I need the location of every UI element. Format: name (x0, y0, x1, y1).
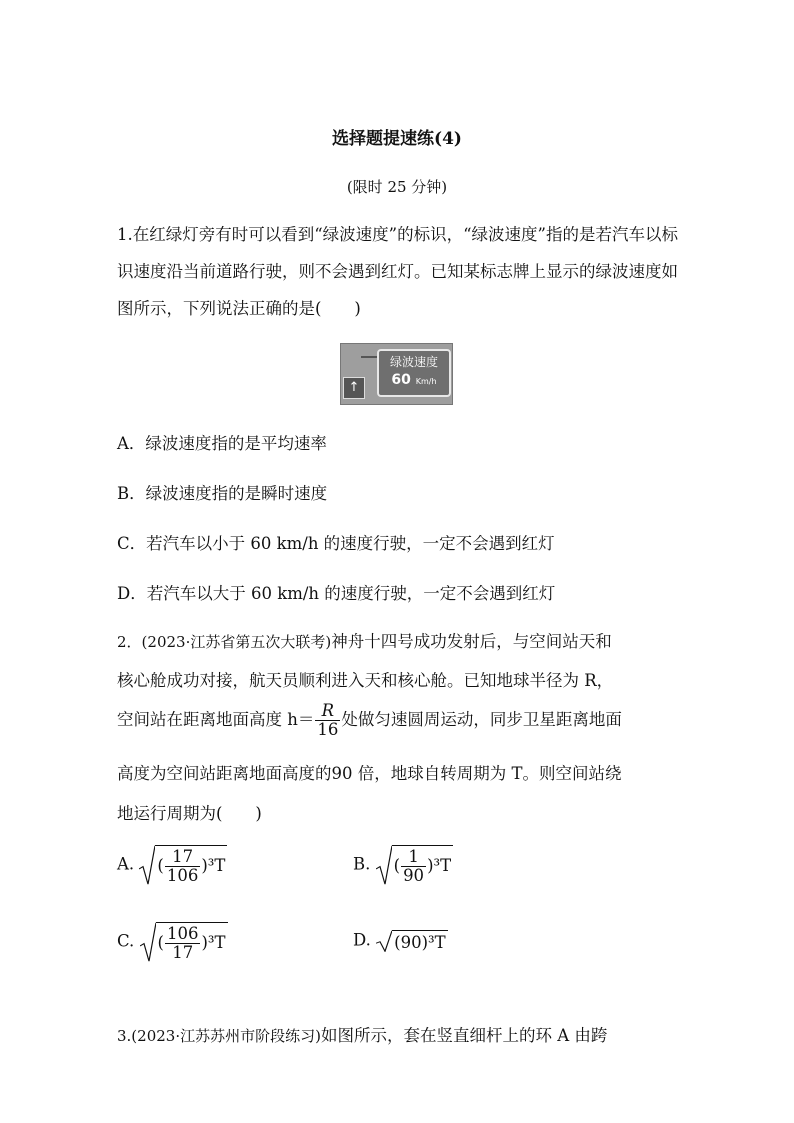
question-2-line-3: 空间站在距离地面高度 h＝ $\frac{R}{16}$ 处做匀速圆周运动，同步卫星距离地面 (117, 701, 622, 739)
page-title: 选择题提速练(4) (332, 129, 462, 149)
question-1-stem: 1.在红绿灯旁有时可以看到“绿波速度”的标识，“绿波速度”指的是若汽车以标识速度沿当前道路行驶，则不会遇到红灯。已知某标志牌上显示的绿波速度如图所示，下列说法正确的是( ) (117, 225, 678, 318)
q2-source: 2．(2023·江苏省第五次大联考) (117, 633, 332, 651)
question-2-line-1: 2．(2023·江苏省第五次大联考)神舟十四号成功发射后，与空间站天和 (117, 632, 612, 651)
sign-label: 绿波速度 (389, 355, 438, 369)
time-limit: (限时 25 分钟) (346, 178, 448, 196)
q1-option-b: B．绿波速度指的是瞬时速度 (117, 484, 328, 503)
sign-speed: 60 Km/h (391, 372, 437, 388)
green-wave-sign-image (340, 343, 453, 405)
q1-option-a: A．绿波速度指的是平均速率 (117, 434, 327, 453)
question-2-line-2: 核心舱成功对接，航天员顺利进入天和核心舱。已知地球半径为 R， (117, 671, 614, 690)
question-2-line-4: 高度为空间站距离地面高度的90 倍，地球自转周期为 T。则空间站绕 (117, 764, 622, 783)
q3-source: 3.(2023·江苏苏州市阶段练习) (117, 1027, 321, 1045)
q2-option-c: C. ( $\frac{106}{17}$ )³T (117, 924, 226, 962)
up-arrow-icon: ↑ (343, 377, 365, 399)
q2-option-b: B. ( $\frac{1}{90}$ )³T (353, 847, 452, 885)
question-2-line-5: 地运行周期为( ) (117, 804, 262, 823)
sign-panel (377, 349, 451, 397)
q2-option-a: A. ( $\frac{17}{106}$ )³T (117, 847, 226, 885)
q2-option-d: D. (90)³T (353, 930, 446, 952)
q1-option-d: D．若汽车以大于 60 km/h 的速度行驶，一定不会遇到红灯 (117, 584, 556, 603)
q1-option-c: C．若汽车以小于 60 km/h 的速度行驶，一定不会遇到红灯 (117, 534, 555, 553)
question-3-line-1: 3.(2023·江苏苏州市阶段练习)如图所示，套在竖直细杆上的环 A 由跨 (117, 1026, 608, 1045)
height-fraction: $\frac{R}{16}$ (317, 701, 339, 739)
